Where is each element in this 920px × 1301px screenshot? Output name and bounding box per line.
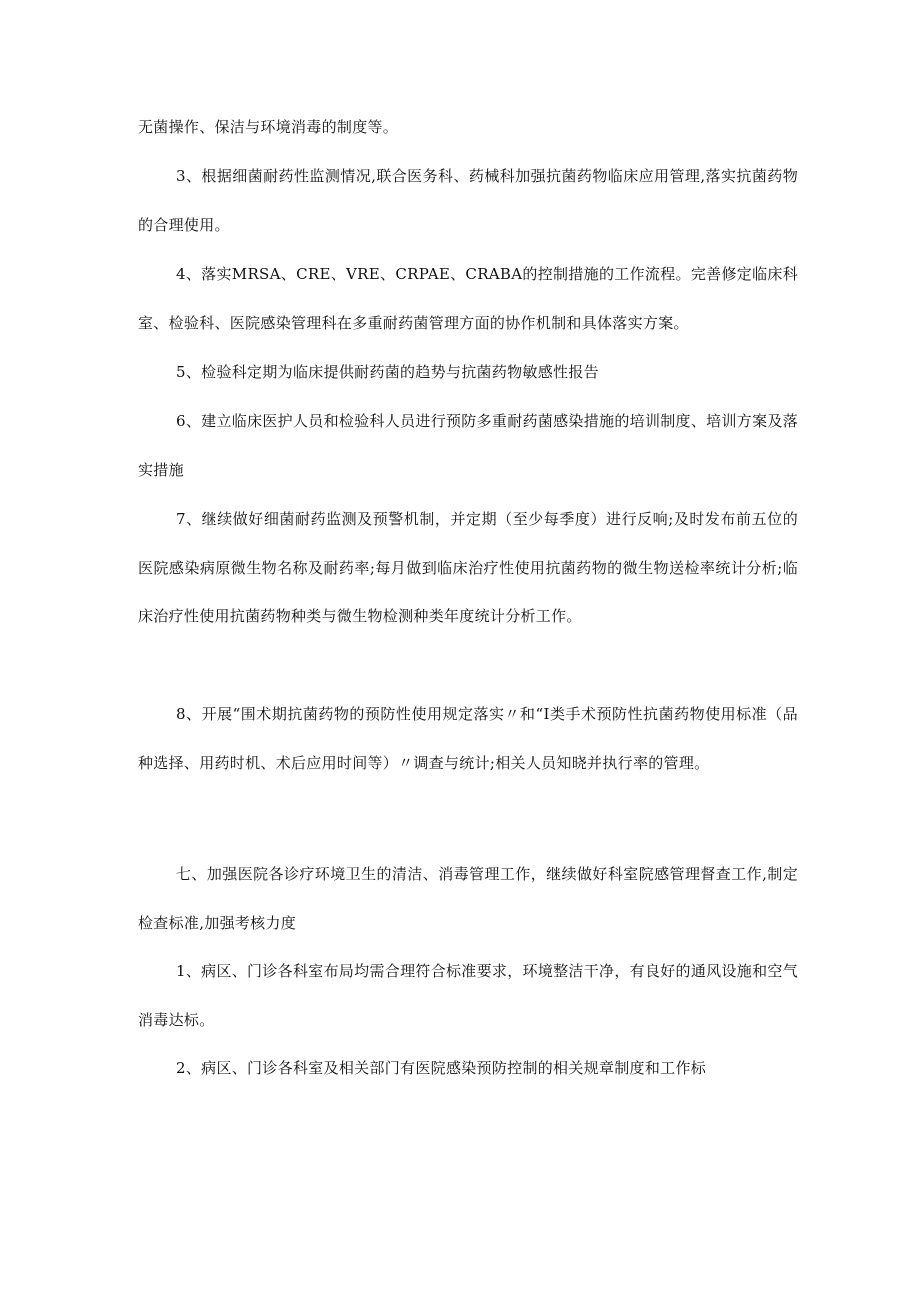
paragraph-subitem-2: 2、病区、门诊各科室及相关部门有医院感染预防控制的相关规章制度和工作标 <box>176 1059 707 1077</box>
paragraph-item-4: 4、落实MRSA、CRE、VRE、CRPAE、CRABA的控制措施的工作流程。完善修定临床科室、检验科、医院感染管理科在多重耐药菌管理方面的协作机制和具体落实方案。 <box>138 265 798 332</box>
section-heading-7: 七、加强医院各诊疗环境卫生的清洁、消毒管理工作，继续做好科室院感管理督查工作,制定检查标准,加强考核力度 <box>138 865 798 932</box>
paragraph-item-7: 7、继续做好细菌耐药监测及预警机制，并定期（至少每季度）进行反响;及时发布前五位的医院感染病原微生物名称及耐药率;每月做到临床治疗性使用抗菌药物的微生物送检率统计分析;临床治疗性使用抗菌药物种类与微生物检测种类年度统计分析工作。 <box>138 510 798 625</box>
paragraph-subitem-1: 1、病区、门诊各科室布局均需合理符合标准要求，环境整洁干净，有良好的通风设施和空气消毒达标。 <box>138 962 798 1029</box>
paragraph-item-6: 6、建立临床医护人员和检验科人员进行预防多重耐药菌感染措施的培训制度、培训方案及落实措施 <box>138 412 798 479</box>
paragraph-continuation: 无菌操作、保洁与环境消毒的制度等。 <box>138 118 399 136</box>
paragraph-item-8: 8、开展“围术期抗菌药物的预防性使用规定落实〃和“I类手术预防性抗菌药物使用标准（品种选择、用药时机、术后应用时间等）〃调查与统计;相关人员知晓并执行率的管理。 <box>138 705 798 772</box>
paragraph-item-3: 3、根据细菌耐药性监测情况,联合医务科、药械科加强抗菌药物临床应用管理,落实抗菌药物的合理使用。 <box>138 167 798 234</box>
paragraph-item-5: 5、检验科定期为临床提供耐药菌的趋势与抗菌药物敏感性报告 <box>176 363 599 381</box>
